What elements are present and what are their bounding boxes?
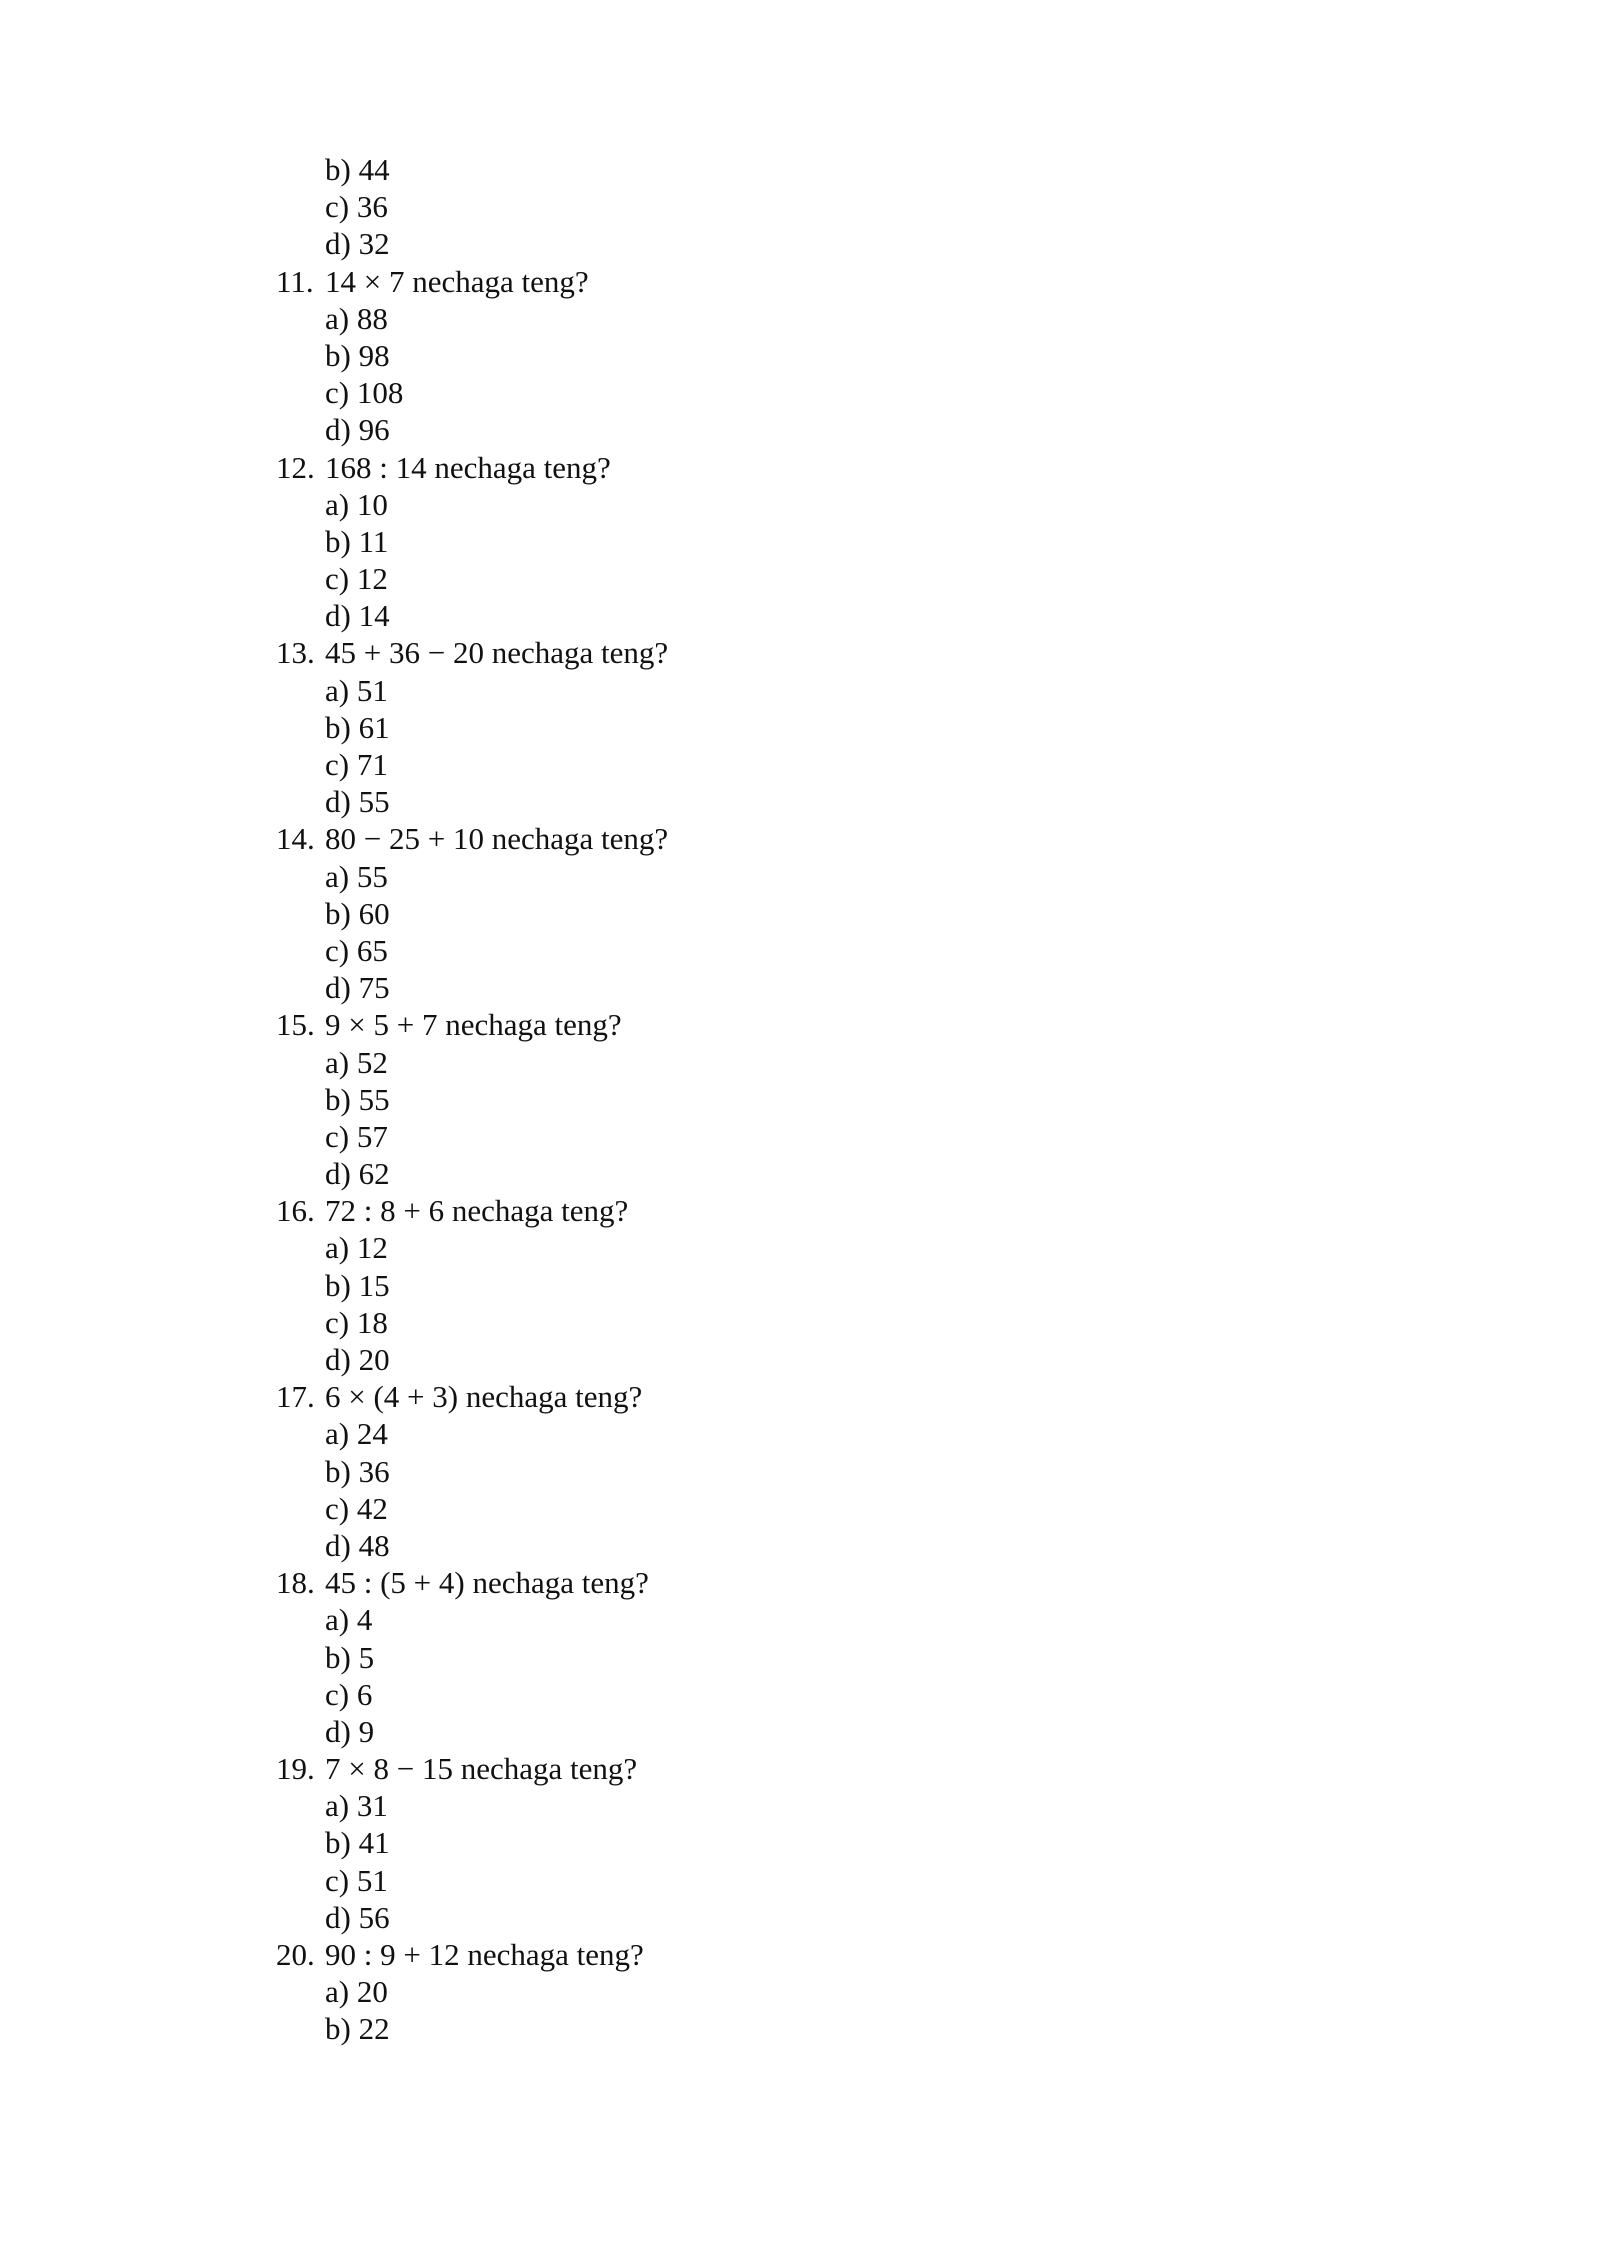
answer-option: a) 12 (325, 1230, 388, 1266)
answer-option: a) 31 (325, 1788, 388, 1824)
answer-option: a) 51 (325, 672, 388, 708)
question-number: 20. (276, 1937, 315, 1972)
question-number: 14. (276, 821, 315, 857)
answer-option: b) 11 (325, 523, 389, 559)
answer-option: c) 108 (325, 375, 404, 411)
answer-option: d) 62 (325, 1156, 390, 1192)
question-text: 45 + 36 − 20 nechaga teng? (325, 635, 669, 671)
question-number: 11. (276, 263, 314, 299)
answer-option: b) 55 (325, 1081, 390, 1117)
question-text: 72 : 8 + 6 nechaga teng? (325, 1193, 629, 1229)
question-line (276, 1006, 1376, 1043)
answer-option: d) 56 (325, 1899, 390, 1935)
answer-option: c) 36 (325, 189, 388, 225)
question-number: 17. (276, 1379, 315, 1415)
question-text: 7 × 8 − 15 nechaga teng? (325, 1751, 638, 1787)
answer-option: b) 15 (325, 1267, 390, 1303)
answer-option: b) 98 (325, 337, 390, 373)
answer-option: d) 20 (325, 1342, 390, 1377)
question-line (276, 1564, 1376, 1601)
question-line (276, 1750, 1376, 1787)
answer-option: d) 32 (325, 226, 390, 262)
answer-option: d) 14 (325, 598, 390, 634)
question-line (276, 1378, 1376, 1415)
answer-option: a) 24 (325, 1416, 388, 1452)
answer-option: b) 5 (325, 1639, 375, 1675)
answer-option: c) 12 (325, 561, 388, 597)
question-text: 6 × (4 + 3) nechaga teng? (325, 1379, 643, 1415)
question-line (276, 1936, 1376, 1973)
question-line (276, 1192, 1376, 1229)
answer-option: c) 57 (325, 1118, 388, 1154)
question-text: 45 : (5 + 4) nechaga teng? (325, 1565, 649, 1601)
quiz-content (276, 151, 1376, 2048)
answer-option: d) 96 (325, 412, 390, 448)
answer-option: d) 9 (325, 1713, 375, 1749)
answer-option: b) 36 (325, 1453, 390, 1489)
question-number: 15. (276, 1007, 315, 1043)
answer-option: b) 22 (325, 2011, 390, 2047)
question-number: 12. (276, 449, 315, 485)
answer-option: b) 44 (325, 152, 390, 187)
question-line (276, 634, 1376, 671)
answer-option: a) 4 (325, 1602, 373, 1638)
answer-option: d) 48 (325, 1527, 390, 1563)
answer-option: c) 6 (325, 1676, 373, 1712)
question-text: 9 × 5 + 7 nechaga teng? (325, 1007, 622, 1043)
answer-option: c) 65 (325, 932, 388, 968)
answer-option: a) 10 (325, 486, 388, 522)
answer-option: a) 52 (325, 1044, 388, 1080)
answer-option: c) 18 (325, 1304, 388, 1340)
question-text: 90 : 9 + 12 nechaga teng? (325, 1937, 644, 1972)
question-text: 80 − 25 + 10 nechaga teng? (325, 821, 669, 857)
question-line (276, 820, 1376, 857)
answer-option: b) 61 (325, 709, 390, 745)
question-number: 16. (276, 1193, 315, 1229)
question-line (276, 263, 1376, 300)
question-line (276, 449, 1376, 486)
question-text: 168 : 14 nechaga teng? (325, 449, 611, 485)
answer-option: b) 60 (325, 895, 390, 931)
question-number: 18. (276, 1565, 315, 1601)
answer-option: a) 20 (325, 1974, 388, 2010)
answer-option: c) 71 (325, 747, 388, 782)
question-number: 19. (276, 1751, 315, 1787)
answer-option: c) 51 (325, 1862, 388, 1898)
question-number: 13. (276, 635, 315, 671)
answer-option: c) 42 (325, 1490, 388, 1526)
question-text: 14 × 7 nechaga teng? (325, 263, 589, 299)
answer-option: a) 88 (325, 300, 388, 336)
answer-option: a) 55 (325, 858, 388, 894)
answer-option: b) 41 (325, 1825, 390, 1861)
answer-option: d) 55 (325, 784, 390, 820)
answer-option: d) 75 (325, 970, 390, 1006)
